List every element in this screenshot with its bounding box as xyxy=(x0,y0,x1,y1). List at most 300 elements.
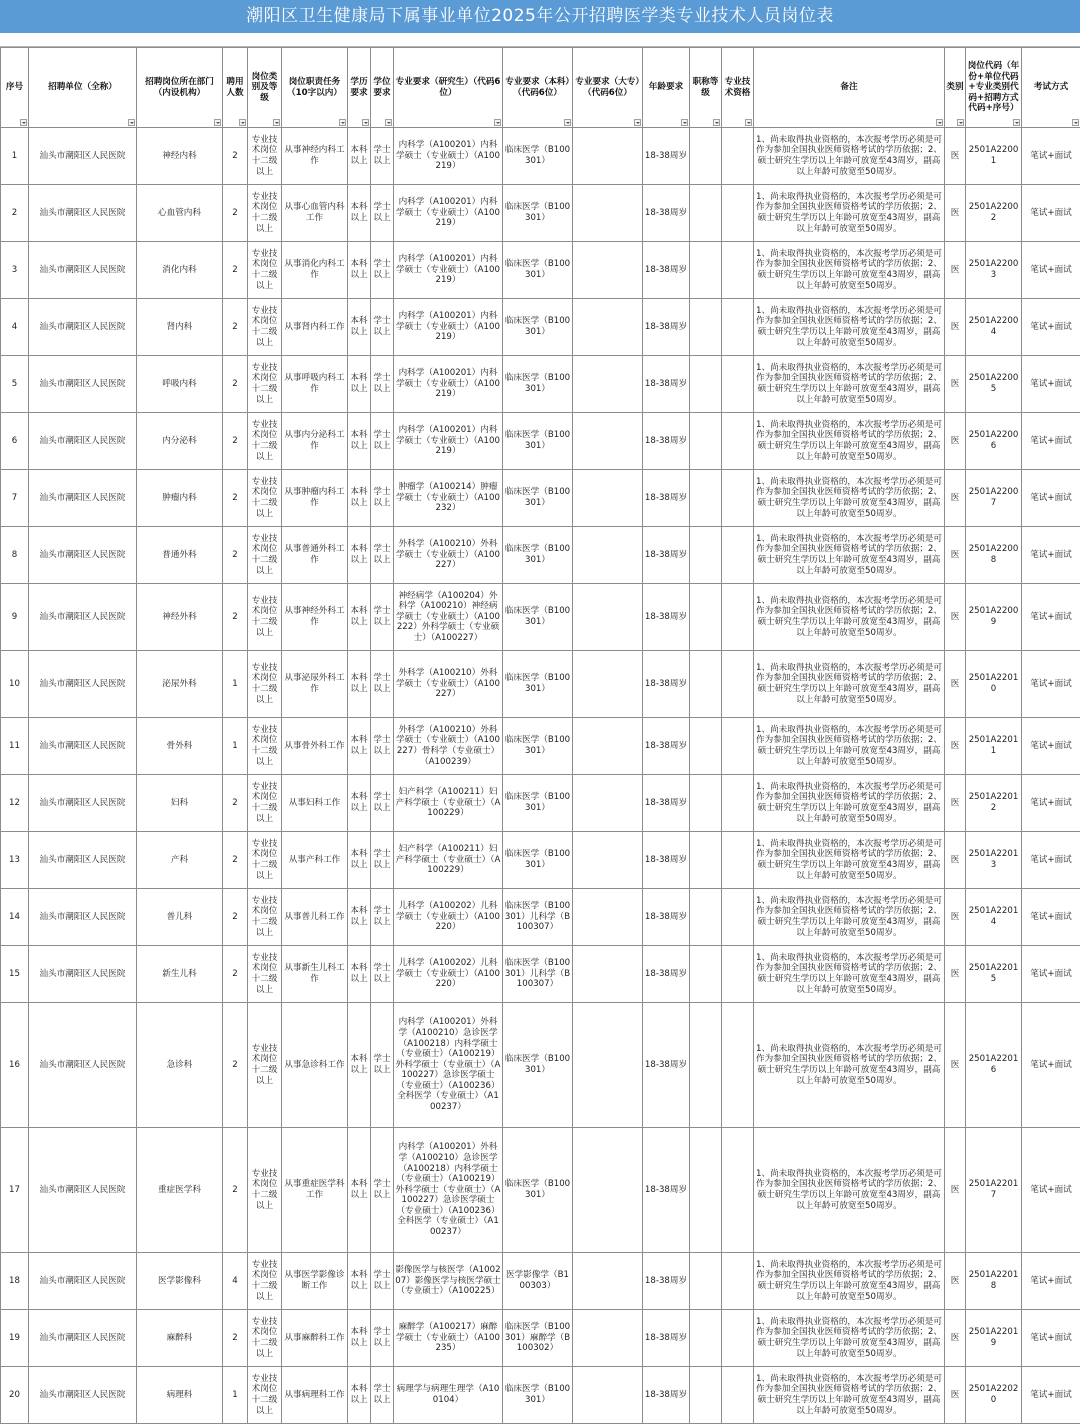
cell-count[interactable]: 2 xyxy=(223,413,248,470)
cell-unit[interactable]: 汕头市潮阳区人民医院 xyxy=(29,470,137,527)
cell-unit[interactable]: 汕头市潮阳区人民医院 xyxy=(29,527,137,584)
cell-no[interactable]: 5 xyxy=(1,356,29,413)
cell-dept[interactable]: 新生儿科 xyxy=(137,946,223,1003)
cell-college[interactable] xyxy=(573,946,643,1003)
cell-qual[interactable] xyxy=(722,889,754,946)
cell-exam[interactable]: 笔试+面试 xyxy=(1022,413,1080,470)
cell-exam[interactable]: 笔试+面试 xyxy=(1022,946,1080,1003)
cell-bach[interactable]: 临床医学（B100301） xyxy=(503,584,573,651)
cell-level[interactable]: 专业技术岗位十二级以上 xyxy=(248,128,282,185)
cell-college[interactable] xyxy=(573,1253,643,1310)
cell-no[interactable]: 2 xyxy=(1,185,29,242)
cell-bach[interactable]: 临床医学（B100301） xyxy=(503,356,573,413)
cell-unit[interactable]: 汕头市潮阳区人民医院 xyxy=(29,832,137,889)
cell-dept[interactable]: 神经内科 xyxy=(137,128,223,185)
cell-count[interactable]: 1 xyxy=(223,651,248,718)
cell-bach[interactable]: 临床医学（B100301） xyxy=(503,527,573,584)
cell-count[interactable]: 1 xyxy=(223,1367,248,1424)
cell-exam[interactable]: 笔试+面试 xyxy=(1022,1128,1080,1253)
cell-duty[interactable]: 从事骨外科工作 xyxy=(282,718,348,775)
cell-duty[interactable]: 从事急诊科工作 xyxy=(282,1003,348,1128)
cell-qual[interactable] xyxy=(722,651,754,718)
cell-note[interactable]: 1、尚未取得执业资格的，本次报考学历必须是可作为参加全国执业医师资格考试的学历依据；2、硕士研究生学历以上年龄可放宽至43周岁，副高以上年龄可放宽至50周岁。 xyxy=(754,1253,945,1310)
cell-edu[interactable]: 本科以上 xyxy=(348,1003,371,1128)
cell-code[interactable]: 2501A22001 xyxy=(966,128,1022,185)
cell-unit[interactable]: 汕头市潮阳区人民医院 xyxy=(29,413,137,470)
cell-unit[interactable]: 汕头市潮阳区人民医院 xyxy=(29,1310,137,1367)
cell-category[interactable]: 医 xyxy=(945,1253,966,1310)
cell-edu[interactable]: 本科以上 xyxy=(348,185,371,242)
cell-duty[interactable]: 从事神经内科工作 xyxy=(282,128,348,185)
cell-college[interactable] xyxy=(573,1367,643,1424)
cell-note[interactable]: 1、尚未取得执业资格的，本次报考学历必须是可作为参加全国执业医师资格考试的学历依据；2、硕士研究生学历以上年龄可放宽至43周岁，副高以上年龄可放宽至50周岁。 xyxy=(754,775,945,832)
cell-note[interactable]: 1、尚未取得执业资格的，本次报考学历必须是可作为参加全国执业医师资格考试的学历依据；2、硕士研究生学历以上年龄可放宽至43周岁，副高以上年龄可放宽至50周岁。 xyxy=(754,1003,945,1128)
cell-age[interactable]: 18-38周岁 xyxy=(643,1253,690,1310)
cell-count[interactable]: 2 xyxy=(223,527,248,584)
cell-degree[interactable]: 学士以上 xyxy=(371,651,394,718)
cell-no[interactable]: 15 xyxy=(1,946,29,1003)
cell-dept[interactable]: 重症医学科 xyxy=(137,1128,223,1253)
cell-level[interactable]: 专业技术岗位十二级以上 xyxy=(248,775,282,832)
cell-title-level[interactable] xyxy=(690,775,722,832)
cell-age[interactable]: 18-38周岁 xyxy=(643,584,690,651)
cell-unit[interactable]: 汕头市潮阳区人民医院 xyxy=(29,185,137,242)
cell-bach[interactable]: 临床医学（B100301）麻醉学（B100302） xyxy=(503,1310,573,1367)
cell-exam[interactable]: 笔试+面试 xyxy=(1022,185,1080,242)
cell-level[interactable]: 专业技术岗位十二级以上 xyxy=(248,242,282,299)
cell-note[interactable]: 1、尚未取得执业资格的，本次报考学历必须是可作为参加全国执业医师资格考试的学历依据；2、硕士研究生学历以上年龄可放宽至43周岁，副高以上年龄可放宽至50周岁。 xyxy=(754,1367,945,1424)
cell-count[interactable]: 2 xyxy=(223,889,248,946)
cell-level[interactable]: 专业技术岗位十二级以上 xyxy=(248,718,282,775)
cell-no[interactable]: 18 xyxy=(1,1253,29,1310)
filter-dropdown-icon[interactable] xyxy=(494,119,501,126)
filter-dropdown-icon[interactable] xyxy=(20,119,27,126)
cell-dept[interactable]: 心血管内科 xyxy=(137,185,223,242)
cell-category[interactable]: 医 xyxy=(945,889,966,946)
cell-dept[interactable]: 急诊科 xyxy=(137,1003,223,1128)
cell-code[interactable]: 2501A22009 xyxy=(966,584,1022,651)
cell-dept[interactable]: 医学影像科 xyxy=(137,1253,223,1310)
cell-edu[interactable]: 本科以上 xyxy=(348,356,371,413)
cell-edu[interactable]: 本科以上 xyxy=(348,775,371,832)
cell-category[interactable]: 医 xyxy=(945,832,966,889)
cell-degree[interactable]: 学士以上 xyxy=(371,584,394,651)
cell-dept[interactable]: 产科 xyxy=(137,832,223,889)
cell-title-level[interactable] xyxy=(690,1310,722,1367)
cell-age[interactable]: 18-38周岁 xyxy=(643,413,690,470)
cell-no[interactable]: 20 xyxy=(1,1367,29,1424)
cell-unit[interactable]: 汕头市潮阳区人民医院 xyxy=(29,946,137,1003)
cell-level[interactable]: 专业技术岗位十二级以上 xyxy=(248,946,282,1003)
cell-no[interactable]: 13 xyxy=(1,832,29,889)
cell-note[interactable]: 1、尚未取得执业资格的，本次报考学历必须是可作为参加全国执业医师资格考试的学历依据；2、硕士研究生学历以上年龄可放宽至43周岁，副高以上年龄可放宽至50周岁。 xyxy=(754,584,945,651)
cell-qual[interactable] xyxy=(722,185,754,242)
cell-count[interactable]: 4 xyxy=(223,1253,248,1310)
cell-count[interactable]: 2 xyxy=(223,356,248,413)
cell-code[interactable]: 2501A22015 xyxy=(966,946,1022,1003)
cell-code[interactable]: 2501A22020 xyxy=(966,1367,1022,1424)
cell-college[interactable] xyxy=(573,651,643,718)
cell-category[interactable]: 医 xyxy=(945,946,966,1003)
cell-category[interactable]: 医 xyxy=(945,1128,966,1253)
cell-no[interactable]: 12 xyxy=(1,775,29,832)
cell-code[interactable]: 2501A22010 xyxy=(966,651,1022,718)
cell-degree[interactable]: 学士以上 xyxy=(371,242,394,299)
cell-unit[interactable]: 汕头市潮阳区人民医院 xyxy=(29,775,137,832)
cell-degree[interactable]: 学士以上 xyxy=(371,832,394,889)
cell-level[interactable]: 专业技术岗位十二级以上 xyxy=(248,356,282,413)
cell-no[interactable]: 3 xyxy=(1,242,29,299)
cell-dept[interactable]: 肾内科 xyxy=(137,299,223,356)
cell-no[interactable]: 4 xyxy=(1,299,29,356)
cell-qual[interactable] xyxy=(722,242,754,299)
cell-level[interactable]: 专业技术岗位十二级以上 xyxy=(248,185,282,242)
filter-dropdown-icon[interactable] xyxy=(681,119,688,126)
cell-note[interactable]: 1、尚未取得执业资格的，本次报考学历必须是可作为参加全国执业医师资格考试的学历依据；2、硕士研究生学历以上年龄可放宽至43周岁，副高以上年龄可放宽至50周岁。 xyxy=(754,1310,945,1367)
cell-bach[interactable]: 临床医学（B100301） xyxy=(503,470,573,527)
cell-category[interactable]: 医 xyxy=(945,1367,966,1424)
cell-note[interactable]: 1、尚未取得执业资格的，本次报考学历必须是可作为参加全国执业医师资格考试的学历依据；2、硕士研究生学历以上年龄可放宽至43周岁，副高以上年龄可放宽至50周岁。 xyxy=(754,889,945,946)
cell-college[interactable] xyxy=(573,584,643,651)
cell-qual[interactable] xyxy=(722,1003,754,1128)
cell-degree[interactable]: 学士以上 xyxy=(371,185,394,242)
cell-note[interactable]: 1、尚未取得执业资格的，本次报考学历必须是可作为参加全国执业医师资格考试的学历依据；2、硕士研究生学历以上年龄可放宽至43周岁，副高以上年龄可放宽至50周岁。 xyxy=(754,470,945,527)
cell-edu[interactable]: 本科以上 xyxy=(348,584,371,651)
filter-dropdown-icon[interactable] xyxy=(239,119,246,126)
cell-qual[interactable] xyxy=(722,470,754,527)
cell-note[interactable]: 1、尚未取得执业资格的，本次报考学历必须是可作为参加全国执业医师资格考试的学历依据；2、硕士研究生学历以上年龄可放宽至43周岁，副高以上年龄可放宽至50周岁。 xyxy=(754,299,945,356)
cell-category[interactable]: 医 xyxy=(945,470,966,527)
cell-exam[interactable]: 笔试+面试 xyxy=(1022,242,1080,299)
cell-degree[interactable]: 学士以上 xyxy=(371,413,394,470)
cell-title-level[interactable] xyxy=(690,584,722,651)
filter-dropdown-icon[interactable] xyxy=(564,119,571,126)
cell-exam[interactable]: 笔试+面试 xyxy=(1022,299,1080,356)
cell-title-level[interactable] xyxy=(690,946,722,1003)
cell-code[interactable]: 2501A22016 xyxy=(966,1003,1022,1128)
cell-grad[interactable]: 外科学（A100210）外科学硕士（专业硕士）（A100227） xyxy=(394,651,503,718)
cell-qual[interactable] xyxy=(722,299,754,356)
cell-count[interactable]: 2 xyxy=(223,775,248,832)
cell-duty[interactable]: 从事肾内科工作 xyxy=(282,299,348,356)
cell-duty[interactable]: 从事消化内科工作 xyxy=(282,242,348,299)
cell-grad[interactable]: 神经病学（A100204）外科学（A100210）神经病学硕士（专业硕士）（A100222）外科学硕士（专业硕士）（A100227） xyxy=(394,584,503,651)
cell-category[interactable]: 医 xyxy=(945,242,966,299)
cell-age[interactable]: 18-38周岁 xyxy=(643,1128,690,1253)
cell-college[interactable] xyxy=(573,128,643,185)
cell-age[interactable]: 18-38周岁 xyxy=(643,242,690,299)
cell-duty[interactable]: 从事普通外科工作 xyxy=(282,527,348,584)
cell-grad[interactable]: 儿科学（A100202）儿科学硕士（专业硕士）（A100220） xyxy=(394,946,503,1003)
cell-title-level[interactable] xyxy=(690,1128,722,1253)
cell-college[interactable] xyxy=(573,299,643,356)
cell-age[interactable]: 18-38周岁 xyxy=(643,832,690,889)
cell-dept[interactable]: 内分泌科 xyxy=(137,413,223,470)
cell-grad[interactable]: 麻醉学（A100217）麻醉学硕士（专业硕士）（A100235） xyxy=(394,1310,503,1367)
cell-edu[interactable]: 本科以上 xyxy=(348,651,371,718)
cell-no[interactable]: 7 xyxy=(1,470,29,527)
cell-degree[interactable]: 学士以上 xyxy=(371,1367,394,1424)
cell-count[interactable]: 1 xyxy=(223,718,248,775)
cell-qual[interactable] xyxy=(722,1367,754,1424)
cell-category[interactable]: 医 xyxy=(945,413,966,470)
cell-qual[interactable] xyxy=(722,527,754,584)
cell-no[interactable]: 1 xyxy=(1,128,29,185)
cell-title-level[interactable] xyxy=(690,128,722,185)
cell-exam[interactable]: 笔试+面试 xyxy=(1022,1003,1080,1128)
cell-edu[interactable]: 本科以上 xyxy=(348,470,371,527)
cell-edu[interactable]: 本科以上 xyxy=(348,1367,371,1424)
cell-grad[interactable]: 影像医学与核医学（A100207）影像医学与核医学硕士（专业硕士）（A100225） xyxy=(394,1253,503,1310)
filter-dropdown-icon[interactable] xyxy=(273,119,280,126)
cell-duty[interactable]: 从事新生儿科工作 xyxy=(282,946,348,1003)
cell-duty[interactable]: 从事神经外科工作 xyxy=(282,584,348,651)
cell-bach[interactable]: 临床医学（B100301） xyxy=(503,1367,573,1424)
cell-age[interactable]: 18-38周岁 xyxy=(643,185,690,242)
cell-code[interactable]: 2501A22019 xyxy=(966,1310,1022,1367)
filter-dropdown-icon[interactable] xyxy=(634,119,641,126)
cell-unit[interactable]: 汕头市潮阳区人民医院 xyxy=(29,242,137,299)
cell-age[interactable]: 18-38周岁 xyxy=(643,128,690,185)
filter-dropdown-icon[interactable] xyxy=(957,119,964,126)
cell-level[interactable]: 专业技术岗位十二级以上 xyxy=(248,1003,282,1128)
cell-no[interactable]: 19 xyxy=(1,1310,29,1367)
cell-dept[interactable]: 神经外科 xyxy=(137,584,223,651)
cell-unit[interactable]: 汕头市潮阳区人民医院 xyxy=(29,1253,137,1310)
cell-duty[interactable]: 从事妇科工作 xyxy=(282,775,348,832)
cell-code[interactable]: 2501A22014 xyxy=(966,889,1022,946)
cell-note[interactable]: 1、尚未取得执业资格的，本次报考学历必须是可作为参加全国执业医师资格考试的学历依据；2、硕士研究生学历以上年龄可放宽至43周岁，副高以上年龄可放宽至50周岁。 xyxy=(754,832,945,889)
cell-title-level[interactable] xyxy=(690,1367,722,1424)
cell-exam[interactable]: 笔试+面试 xyxy=(1022,470,1080,527)
cell-degree[interactable]: 学士以上 xyxy=(371,299,394,356)
cell-unit[interactable]: 汕头市潮阳区人民医院 xyxy=(29,1003,137,1128)
cell-college[interactable] xyxy=(573,527,643,584)
cell-edu[interactable]: 本科以上 xyxy=(348,242,371,299)
cell-code[interactable]: 2501A22012 xyxy=(966,775,1022,832)
cell-college[interactable] xyxy=(573,1310,643,1367)
cell-count[interactable]: 2 xyxy=(223,1128,248,1253)
cell-exam[interactable]: 笔试+面试 xyxy=(1022,832,1080,889)
cell-bach[interactable]: 医学影像学（B100303） xyxy=(503,1253,573,1310)
cell-college[interactable] xyxy=(573,889,643,946)
cell-level[interactable]: 专业技术岗位十二级以上 xyxy=(248,299,282,356)
cell-count[interactable]: 2 xyxy=(223,128,248,185)
cell-exam[interactable]: 笔试+面试 xyxy=(1022,356,1080,413)
cell-category[interactable]: 医 xyxy=(945,356,966,413)
cell-category[interactable]: 医 xyxy=(945,651,966,718)
cell-grad[interactable]: 内科学（A100201）内科学硕士（专业硕士）（A100219） xyxy=(394,356,503,413)
cell-degree[interactable]: 学士以上 xyxy=(371,128,394,185)
cell-note[interactable]: 1、尚未取得执业资格的，本次报考学历必须是可作为参加全国执业医师资格考试的学历依据；2、硕士研究生学历以上年龄可放宽至43周岁，副高以上年龄可放宽至50周岁。 xyxy=(754,527,945,584)
cell-duty[interactable]: 从事肿瘤内科工作 xyxy=(282,470,348,527)
cell-edu[interactable]: 本科以上 xyxy=(348,946,371,1003)
cell-qual[interactable] xyxy=(722,413,754,470)
cell-no[interactable]: 17 xyxy=(1,1128,29,1253)
cell-college[interactable] xyxy=(573,470,643,527)
cell-unit[interactable]: 汕头市潮阳区人民医院 xyxy=(29,718,137,775)
cell-bach[interactable]: 临床医学（B100301）儿科学（B100307） xyxy=(503,946,573,1003)
cell-degree[interactable]: 学士以上 xyxy=(371,1003,394,1128)
cell-grad[interactable]: 外科学（A100210）外科学硕士（专业硕士）（A100227） xyxy=(394,527,503,584)
cell-qual[interactable] xyxy=(722,946,754,1003)
cell-count[interactable]: 2 xyxy=(223,185,248,242)
cell-qual[interactable] xyxy=(722,356,754,413)
cell-exam[interactable]: 笔试+面试 xyxy=(1022,1253,1080,1310)
cell-degree[interactable]: 学士以上 xyxy=(371,1128,394,1253)
cell-code[interactable]: 2501A22004 xyxy=(966,299,1022,356)
cell-level[interactable]: 专业技术岗位十二级以上 xyxy=(248,470,282,527)
filter-dropdown-icon[interactable] xyxy=(385,119,392,126)
cell-degree[interactable]: 学士以上 xyxy=(371,1310,394,1367)
cell-bach[interactable]: 临床医学（B100301） xyxy=(503,413,573,470)
cell-category[interactable]: 医 xyxy=(945,775,966,832)
cell-no[interactable]: 9 xyxy=(1,584,29,651)
cell-exam[interactable]: 笔试+面试 xyxy=(1022,527,1080,584)
cell-count[interactable]: 2 xyxy=(223,1003,248,1128)
filter-dropdown-icon[interactable] xyxy=(1013,119,1020,126)
cell-duty[interactable]: 从事呼吸内科工作 xyxy=(282,356,348,413)
filter-dropdown-icon[interactable] xyxy=(745,119,752,126)
cell-edu[interactable]: 本科以上 xyxy=(348,1253,371,1310)
cell-no[interactable]: 16 xyxy=(1,1003,29,1128)
cell-title-level[interactable] xyxy=(690,527,722,584)
cell-grad[interactable]: 内科学（A100201）内科学硕士（专业硕士）（A100219） xyxy=(394,413,503,470)
cell-college[interactable] xyxy=(573,242,643,299)
cell-age[interactable]: 18-38周岁 xyxy=(643,356,690,413)
cell-code[interactable]: 2501A22002 xyxy=(966,185,1022,242)
cell-bach[interactable]: 临床医学（B100301） xyxy=(503,128,573,185)
cell-edu[interactable]: 本科以上 xyxy=(348,889,371,946)
filter-dropdown-icon[interactable] xyxy=(713,119,720,126)
cell-level[interactable]: 专业技术岗位十二级以上 xyxy=(248,1128,282,1253)
cell-degree[interactable]: 学士以上 xyxy=(371,775,394,832)
cell-age[interactable]: 18-38周岁 xyxy=(643,470,690,527)
cell-count[interactable]: 2 xyxy=(223,242,248,299)
cell-bach[interactable]: 临床医学（B100301） xyxy=(503,832,573,889)
cell-title-level[interactable] xyxy=(690,242,722,299)
cell-college[interactable] xyxy=(573,356,643,413)
cell-grad[interactable]: 内科学（A100201）外科学（A100210）急诊医学（A100218）内科学硕士（专业硕士）（A100219）外科学硕士（专业硕士）（A100227）急诊医学硕士（专业硕士）（A100236）全科医学（专业硕士）（A100237） xyxy=(394,1003,503,1128)
cell-category[interactable]: 医 xyxy=(945,128,966,185)
cell-note[interactable]: 1、尚未取得执业资格的，本次报考学历必须是可作为参加全国执业医师资格考试的学历依据；2、硕士研究生学历以上年龄可放宽至43周岁，副高以上年龄可放宽至50周岁。 xyxy=(754,356,945,413)
cell-duty[interactable]: 从事泌尿外科工作 xyxy=(282,651,348,718)
cell-edu[interactable]: 本科以上 xyxy=(348,128,371,185)
cell-code[interactable]: 2501A22011 xyxy=(966,718,1022,775)
cell-duty[interactable]: 从事医学影像诊断工作 xyxy=(282,1253,348,1310)
cell-edu[interactable]: 本科以上 xyxy=(348,527,371,584)
cell-age[interactable]: 18-38周岁 xyxy=(643,889,690,946)
cell-code[interactable]: 2501A22006 xyxy=(966,413,1022,470)
cell-no[interactable]: 10 xyxy=(1,651,29,718)
cell-note[interactable]: 1、尚未取得执业资格的，本次报考学历必须是可作为参加全国执业医师资格考试的学历依据；2、硕士研究生学历以上年龄可放宽至43周岁，副高以上年龄可放宽至50周岁。 xyxy=(754,946,945,1003)
cell-exam[interactable]: 笔试+面试 xyxy=(1022,889,1080,946)
cell-no[interactable]: 14 xyxy=(1,889,29,946)
cell-grad[interactable]: 外科学（A100210）外科学硕士（专业硕士）（A100227）骨科学（专业硕士）（A100239） xyxy=(394,718,503,775)
cell-unit[interactable]: 汕头市潮阳区人民医院 xyxy=(29,356,137,413)
cell-code[interactable]: 2501A22008 xyxy=(966,527,1022,584)
cell-count[interactable]: 2 xyxy=(223,299,248,356)
cell-grad[interactable]: 内科学（A100201）内科学硕士（专业硕士）（A100219） xyxy=(394,185,503,242)
filter-dropdown-icon[interactable] xyxy=(936,119,943,126)
cell-bach[interactable]: 临床医学（B100301） xyxy=(503,775,573,832)
filter-dropdown-icon[interactable] xyxy=(362,119,369,126)
cell-level[interactable]: 专业技术岗位十二级以上 xyxy=(248,413,282,470)
cell-title-level[interactable] xyxy=(690,299,722,356)
cell-duty[interactable]: 从事产科工作 xyxy=(282,832,348,889)
filter-dropdown-icon[interactable] xyxy=(339,119,346,126)
cell-bach[interactable]: 临床医学（B100301） xyxy=(503,1128,573,1253)
cell-age[interactable]: 18-38周岁 xyxy=(643,299,690,356)
cell-degree[interactable]: 学士以上 xyxy=(371,356,394,413)
cell-college[interactable] xyxy=(573,1128,643,1253)
cell-bach[interactable]: 临床医学（B100301） xyxy=(503,242,573,299)
cell-grad[interactable]: 病理学与病理生理学（A100104） xyxy=(394,1367,503,1424)
cell-unit[interactable]: 汕头市潮阳区人民医院 xyxy=(29,1367,137,1424)
cell-title-level[interactable] xyxy=(690,356,722,413)
cell-qual[interactable] xyxy=(722,775,754,832)
cell-dept[interactable]: 普通外科 xyxy=(137,527,223,584)
cell-title-level[interactable] xyxy=(690,185,722,242)
cell-duty[interactable]: 从事病理科工作 xyxy=(282,1367,348,1424)
cell-duty[interactable]: 从事内分泌科工作 xyxy=(282,413,348,470)
cell-grad[interactable]: 内科学（A100201）外科学（A100210）急诊医学（A100218）内科学硕士（专业硕士）（A100219）外科学硕士（专业硕士）（A100227）急诊医学硕士（专业硕士）（A100236）全科医学（专业硕士）（A100237） xyxy=(394,1128,503,1253)
cell-age[interactable]: 18-38周岁 xyxy=(643,651,690,718)
cell-college[interactable] xyxy=(573,413,643,470)
cell-bach[interactable]: 临床医学（B100301） xyxy=(503,651,573,718)
cell-level[interactable]: 专业技术岗位十二级以上 xyxy=(248,832,282,889)
cell-duty[interactable]: 从事普儿科工作 xyxy=(282,889,348,946)
cell-title-level[interactable] xyxy=(690,889,722,946)
cell-unit[interactable]: 汕头市潮阳区人民医院 xyxy=(29,1128,137,1253)
cell-duty[interactable]: 从事心血管内科工作 xyxy=(282,185,348,242)
cell-category[interactable]: 医 xyxy=(945,584,966,651)
cell-degree[interactable]: 学士以上 xyxy=(371,1253,394,1310)
cell-level[interactable]: 专业技术岗位十二级以上 xyxy=(248,584,282,651)
cell-bach[interactable]: 临床医学（B100301） xyxy=(503,185,573,242)
cell-level[interactable]: 专业技术岗位十二级以上 xyxy=(248,651,282,718)
filter-dropdown-icon[interactable] xyxy=(214,119,221,126)
cell-code[interactable]: 2501A22007 xyxy=(966,470,1022,527)
cell-no[interactable]: 6 xyxy=(1,413,29,470)
cell-category[interactable]: 医 xyxy=(945,299,966,356)
cell-duty[interactable]: 从事重症医学科工作 xyxy=(282,1128,348,1253)
cell-dept[interactable]: 麻醉科 xyxy=(137,1310,223,1367)
cell-bach[interactable]: 临床医学（B100301） xyxy=(503,299,573,356)
cell-unit[interactable]: 汕头市潮阳区人民医院 xyxy=(29,584,137,651)
cell-note[interactable]: 1、尚未取得执业资格的，本次报考学历必须是可作为参加全国执业医师资格考试的学历依据；2、硕士研究生学历以上年龄可放宽至43周岁，副高以上年龄可放宽至50周岁。 xyxy=(754,718,945,775)
cell-dept[interactable]: 泌尿外科 xyxy=(137,651,223,718)
cell-degree[interactable]: 学士以上 xyxy=(371,946,394,1003)
cell-age[interactable]: 18-38周岁 xyxy=(643,946,690,1003)
filter-dropdown-icon[interactable] xyxy=(1072,119,1079,126)
cell-count[interactable]: 2 xyxy=(223,1310,248,1367)
filter-dropdown-icon[interactable] xyxy=(128,119,135,126)
cell-title-level[interactable] xyxy=(690,1253,722,1310)
cell-degree[interactable]: 学士以上 xyxy=(371,470,394,527)
cell-code[interactable]: 2501A22013 xyxy=(966,832,1022,889)
cell-dept[interactable]: 肿瘤内科 xyxy=(137,470,223,527)
cell-age[interactable]: 18-38周岁 xyxy=(643,1310,690,1367)
cell-bach[interactable]: 临床医学（B100301） xyxy=(503,1003,573,1128)
cell-qual[interactable] xyxy=(722,718,754,775)
cell-unit[interactable]: 汕头市潮阳区人民医院 xyxy=(29,889,137,946)
cell-grad[interactable]: 肿瘤学（A100214）肿瘤学硕士（专业硕士）（A100232） xyxy=(394,470,503,527)
cell-college[interactable] xyxy=(573,185,643,242)
cell-code[interactable]: 2501A22003 xyxy=(966,242,1022,299)
cell-category[interactable]: 医 xyxy=(945,718,966,775)
cell-edu[interactable]: 本科以上 xyxy=(348,1128,371,1253)
